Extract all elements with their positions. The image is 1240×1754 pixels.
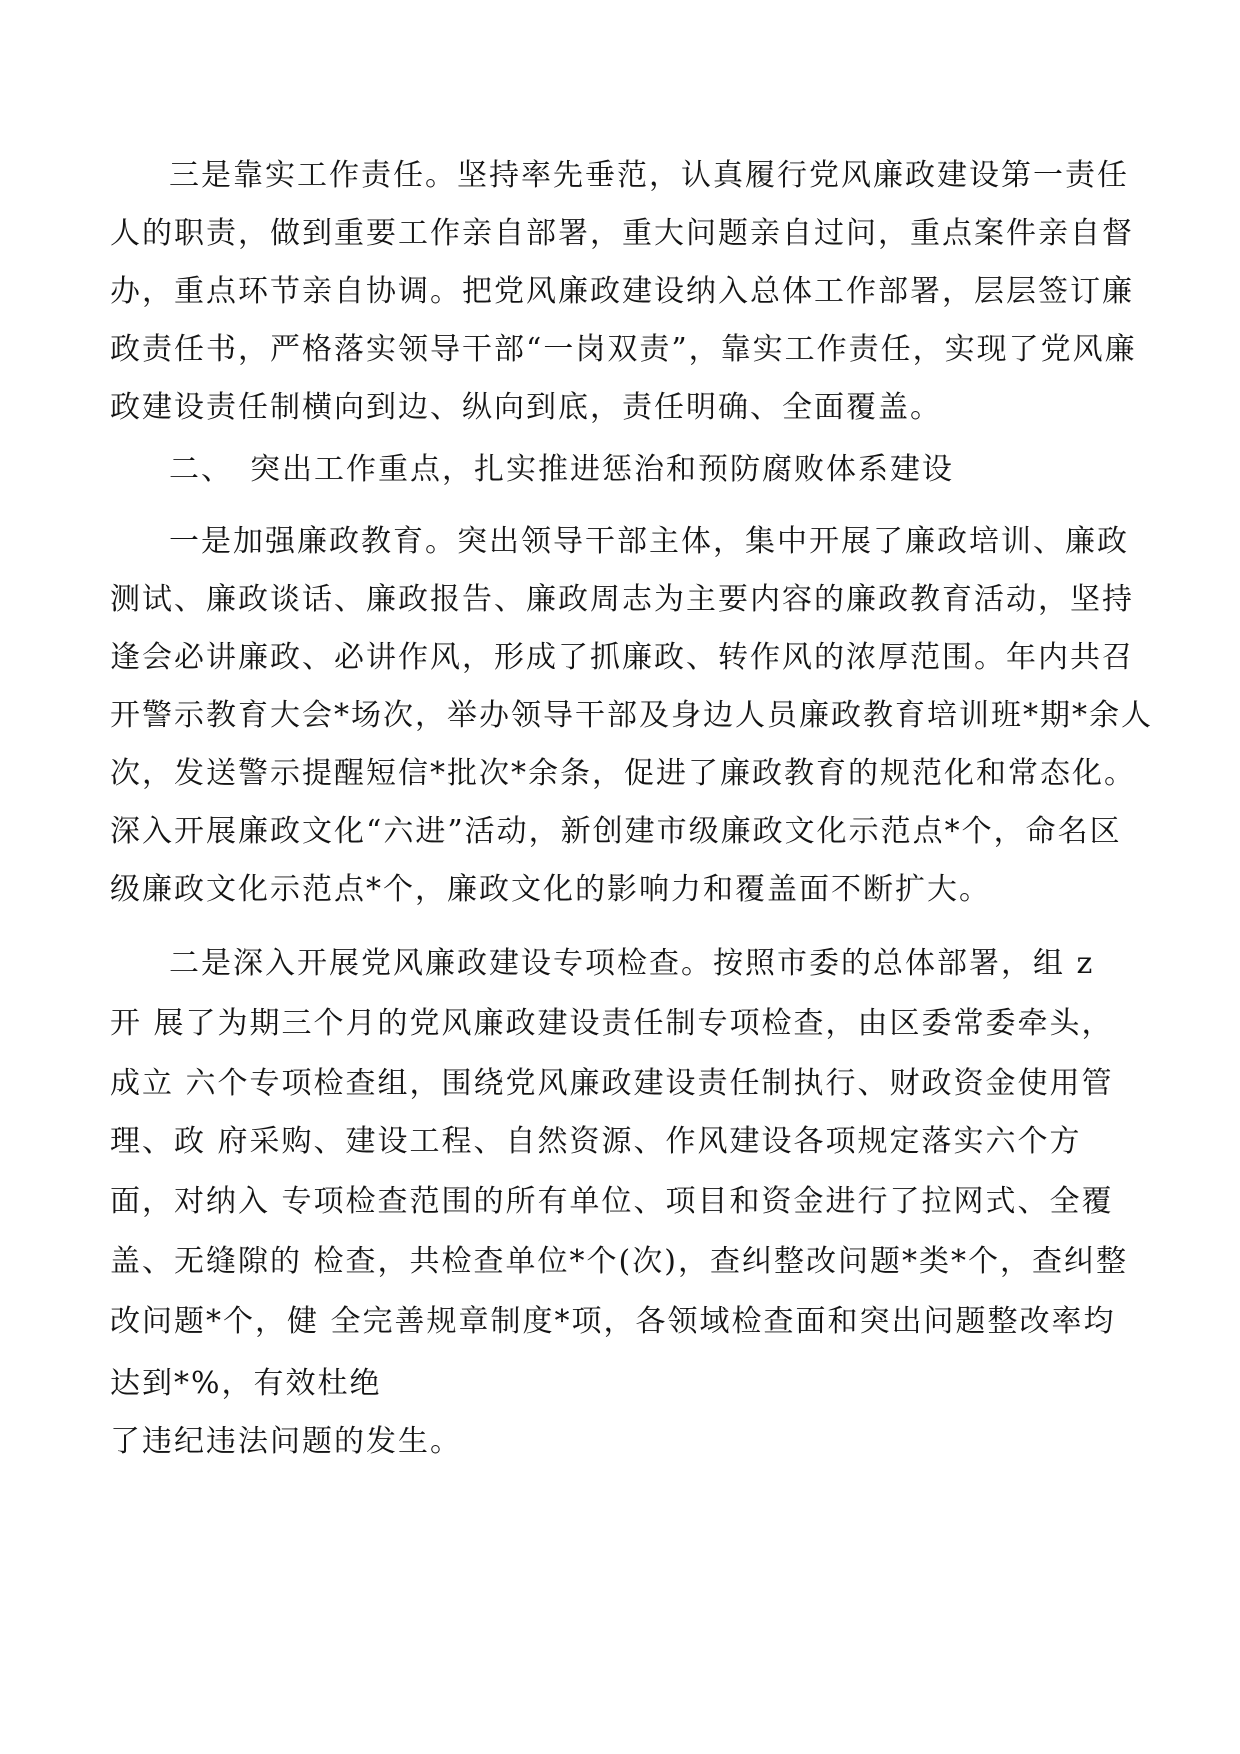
paragraph-2-line-1: 一是加强廉政教育。突出领导干部主体，集中开展了廉政培训、廉政 [169, 524, 1129, 559]
paragraph-1-line-2: 人的职责，做到重要工作亲自部署，重大问题亲自过问，重点案件亲自督 [110, 216, 1134, 251]
paragraph-2-line-7: 级廉政文化示范点*个，廉政文化的影响力和覆盖面不断扩大。 [110, 872, 991, 907]
paragraph-3-line-6: 盖、无缝隙的 检查，共检查单位*个(次)，查纠整改问题*类*个，查纠整 [110, 1244, 1128, 1279]
paragraph-3-line-5: 面，对纳入 专项检查范围的所有单位、项目和资金进行了拉网式、全覆 [110, 1184, 1114, 1219]
paragraph-3-line-7: 改问题*个，健 全完善规章制度*项，各领域检查面和突出问题整改率均 [110, 1304, 1116, 1339]
paragraph-2-line-2: 测试、廉政谈话、廉政报告、廉政周志为主要内容的廉政教育活动，坚持 [110, 582, 1134, 617]
paragraph-3-line-1: 二是深入开展党风廉政建设专项检查。按照市委的总体部署，组 z [169, 946, 1095, 981]
paragraph-2-line-5: 次，发送警示提醒短信*批次*余条，促进了廉政教育的规范化和常态化。 [110, 756, 1136, 791]
paragraph-1-line-4: 政责任书，严格落实领导干部“一岗双责”，靠实工作责任，实现了党风廉 [110, 332, 1137, 367]
paragraph-2-line-3: 逢会必讲廉政、必讲作风，形成了抓廉政、转作风的浓厚范围。年内共召 [110, 640, 1134, 675]
paragraph-3-line-9: 了违纪违法问题的发生。 [110, 1424, 462, 1459]
paragraph-3-line-4: 理、政 府采购、建设工程、自然资源、作风建设各项规定落实六个方 [110, 1124, 1082, 1159]
paragraph-1-line-5: 政建设责任制横向到边、纵向到底，责任明确、全面覆盖。 [110, 390, 942, 425]
paragraph-3-line-3: 成立 六个专项检查组，围绕党风廉政建设责任制执行、财政资金使用管 [110, 1066, 1114, 1101]
paragraph-2-line-6: 深入开展廉政文化“六进”活动，新创建市级廉政文化示范点*个，命名区 [110, 814, 1122, 849]
paragraph-1-line-3: 办，重点环节亲自协调。把党风廉政建设纳入总体工作部署，层层签订廉 [110, 274, 1134, 309]
section-heading: 二、 突出工作重点，扎实推进惩治和预防腐败体系建设 [169, 452, 954, 487]
paragraph-3-line-8: 达到*%，有效杜绝 [110, 1366, 382, 1401]
paragraph-3-line-2: 开 展了为期三个月的党风廉政建设责任制专项检查，由区委常委牵头， [110, 1006, 1114, 1041]
paragraph-1-line-1: 三是靠实工作责任。坚持率先垂范，认真履行党风廉政建设第一责任 [169, 158, 1129, 193]
paragraph-2-line-4: 开警示教育大会*场次，举办领导干部及身边人员廉政教育培训班*期*余人 [110, 698, 1153, 733]
